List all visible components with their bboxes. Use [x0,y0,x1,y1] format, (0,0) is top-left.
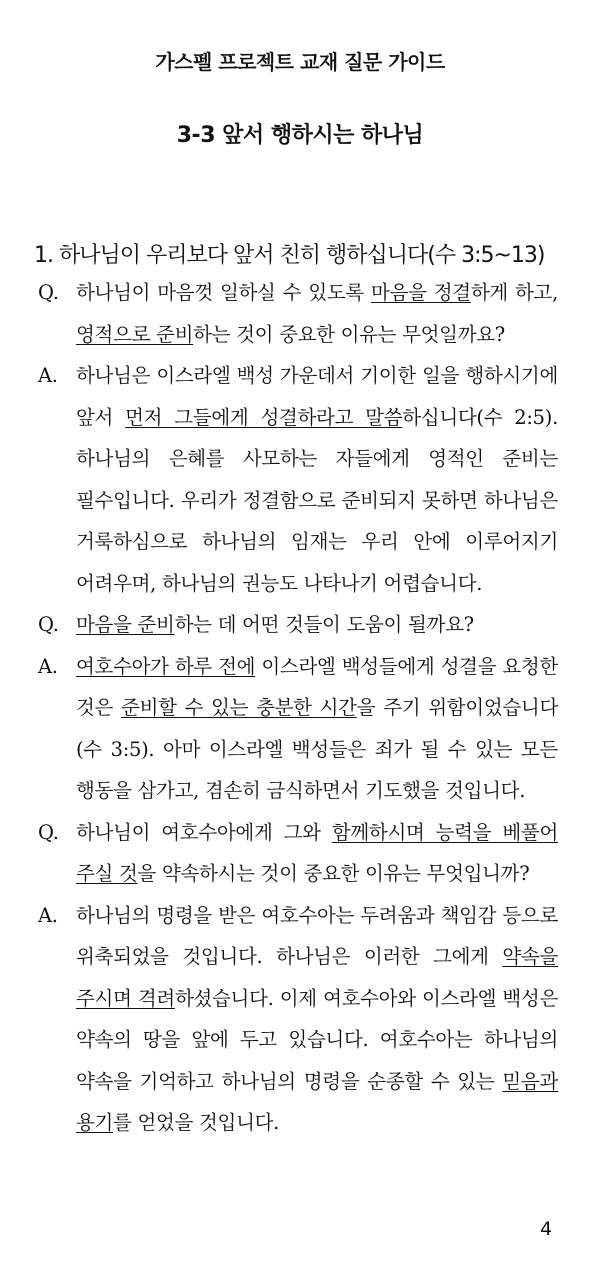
underlined-phrase: 여호수아가 하루 전에 [76,654,256,678]
text-segment: 하는 데 어떤 것들이 도움이 될까요? [174,613,474,636]
question-label: Q. [38,281,59,304]
text-segment: 하나님은 이스라엘 백성 가운데서 기이한 일을 행하시기에 앞서 [76,364,558,429]
entry-text [76,272,558,355]
answer-label: A. [38,903,58,927]
underlined-phrase: 약속을 주시며 격려 [76,945,558,1010]
answer-item [38,895,558,1144]
answer-item [38,646,558,812]
entry-text [76,895,558,1144]
question-label: Q. [38,820,59,844]
entry-text [76,812,558,895]
underlined-phrase: 마음을 정결 [371,281,471,304]
guide-header: 가스펠 프로젝트 교재 질문 가이드 [155,50,445,74]
answer-item [38,355,558,604]
text-segment: 하나님이 여호수아에게 그와 [76,820,332,844]
lesson-title: 3-3 앞서 행하시는 하나님 [176,123,424,148]
entry-text [76,355,558,604]
section-heading: 1. 하나님이 우리보다 앞서 친히 행하십니다(수 3:5~13) [34,243,545,268]
text-segment: 이스라엘 백성들에게 성결을 요청한 것은 [76,654,558,719]
underlined-phrase: 먼저 그들에게 성결하라고 말씀 [125,405,403,429]
text-segment: 하십니다(수 2:5). 하나님의 은혜를 사모하는 자들에게 영적인 준비는 필수입니다. 우리가 정결함으로 준비되지 못하면 하나님은 거룩하심으로 하나님의 임재는 우리 안에 이루어지기 어려우며, 하나님의 권능도 나타나기 어렵습니다. [76,405,558,595]
question-item [38,812,558,895]
page-number: 4 [540,1218,553,1240]
text-segment: 을 주기 위함이었습니다(수 3:5). 아마 이스라엘 백성들은 죄가 될 수 있는 모든 행동을 삼가고, 겸손히 금식하면서 기도했을 것입니다. [76,696,558,802]
underlined-phrase: 마음을 준비 [76,613,175,636]
question-item [38,604,558,646]
text-segment: 하나님의 명령을 받은 여호수아는 두려움과 책임감 등으로 위축되었을 것입니다. 하나님은 이러한 그에게 [76,903,558,968]
text-segment: 하나님이 마음껏 일하실 수 있도록 [76,281,372,304]
text-segment: 하게 하고, [470,281,558,304]
answer-label: A. [38,654,58,678]
question-label: Q. [38,613,59,636]
underlined-phrase: 믿음과 용기 [76,1069,558,1134]
entry-text [76,604,558,646]
underlined-phrase: 준비할 수 있는 충분한 시간 [121,696,357,719]
qa-list [38,272,558,1144]
underlined-phrase: 함께하시며 능력을 베풀어 주실 것 [76,820,558,885]
underlined-phrase: 영적으로 준비 [76,322,194,346]
text-segment: 을 약속하시는 것이 중요한 이유는 무엇입니까? [137,862,530,885]
answer-label: A. [38,364,58,387]
entry-text [76,646,558,812]
question-item [38,272,558,355]
text-segment: 하셨습니다. 이제 여호수아와 이스라엘 백성은 약속의 땅을 앞에 두고 있습니다. 여호수아는 하나님의 약속을 기억하고 하나님의 명령을 순종할 수 있는 [76,986,558,1093]
text-segment: 하는 것이 중요한 이유는 무엇일까요? [193,322,505,346]
text-segment: 를 얻었을 것입니다. [113,1111,280,1134]
